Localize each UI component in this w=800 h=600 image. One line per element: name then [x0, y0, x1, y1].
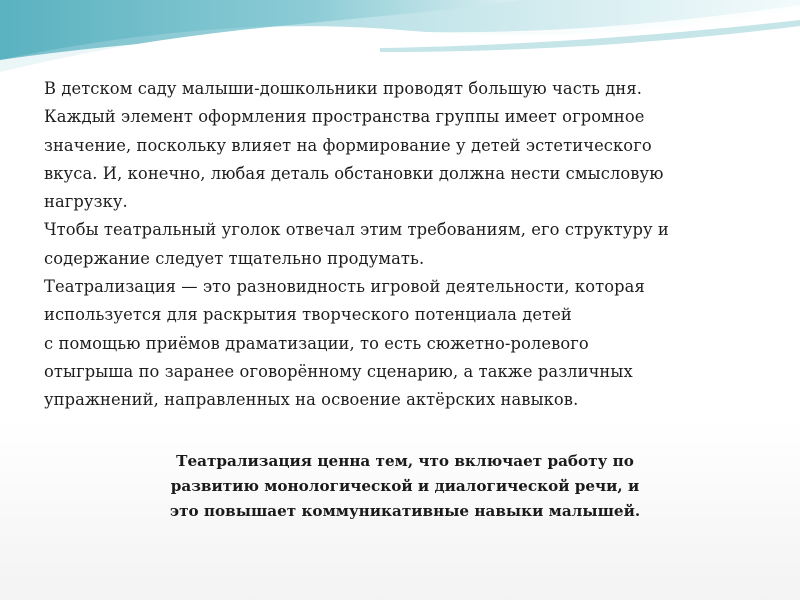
- header-wave-decoration: [0, 0, 800, 80]
- highlight-line: развитию монологической и диалогической речи, и: [170, 477, 640, 495]
- highlight-line: Театрализация ценна тем, что включает работу по: [176, 452, 634, 470]
- main-text: [44, 75, 774, 415]
- text-line: нагрузку.: [44, 192, 128, 212]
- text-line: с помощью приёмов драматизации, то есть сюжетно-ролевого: [44, 333, 589, 353]
- text-line: Каждый элемент оформления пространства группы имеет огромное: [44, 107, 645, 127]
- text-line: содержание следует тщательно продумать.: [44, 248, 425, 268]
- text-line: Театрализация — это разновидность игровой деятельности, которая: [44, 277, 645, 297]
- text-line: значение, поскольку влияет на формирование у детей эстетического: [44, 135, 652, 155]
- text-line: упражнений, направленных на освоение актёрских навыков.: [44, 390, 579, 410]
- text-line: Чтобы театральный уголок отвечал этим требованиям, его структуру и: [44, 220, 669, 240]
- text-line: используется для раскрытия творческого потенциала детей: [44, 305, 572, 325]
- text-line: вкуса. И, конечно, любая деталь обстановки должна нести смысловую: [44, 163, 664, 183]
- highlight-conclusion: [60, 449, 750, 524]
- text-line: В детском саду малыши-дошкольники проводят большую часть дня.: [44, 79, 643, 98]
- highlight-line: это повышает коммуникативные навыки малышей.: [169, 502, 641, 520]
- text-line: отыгрыша по заранее оговорённому сценарию, а также различных: [44, 361, 633, 381]
